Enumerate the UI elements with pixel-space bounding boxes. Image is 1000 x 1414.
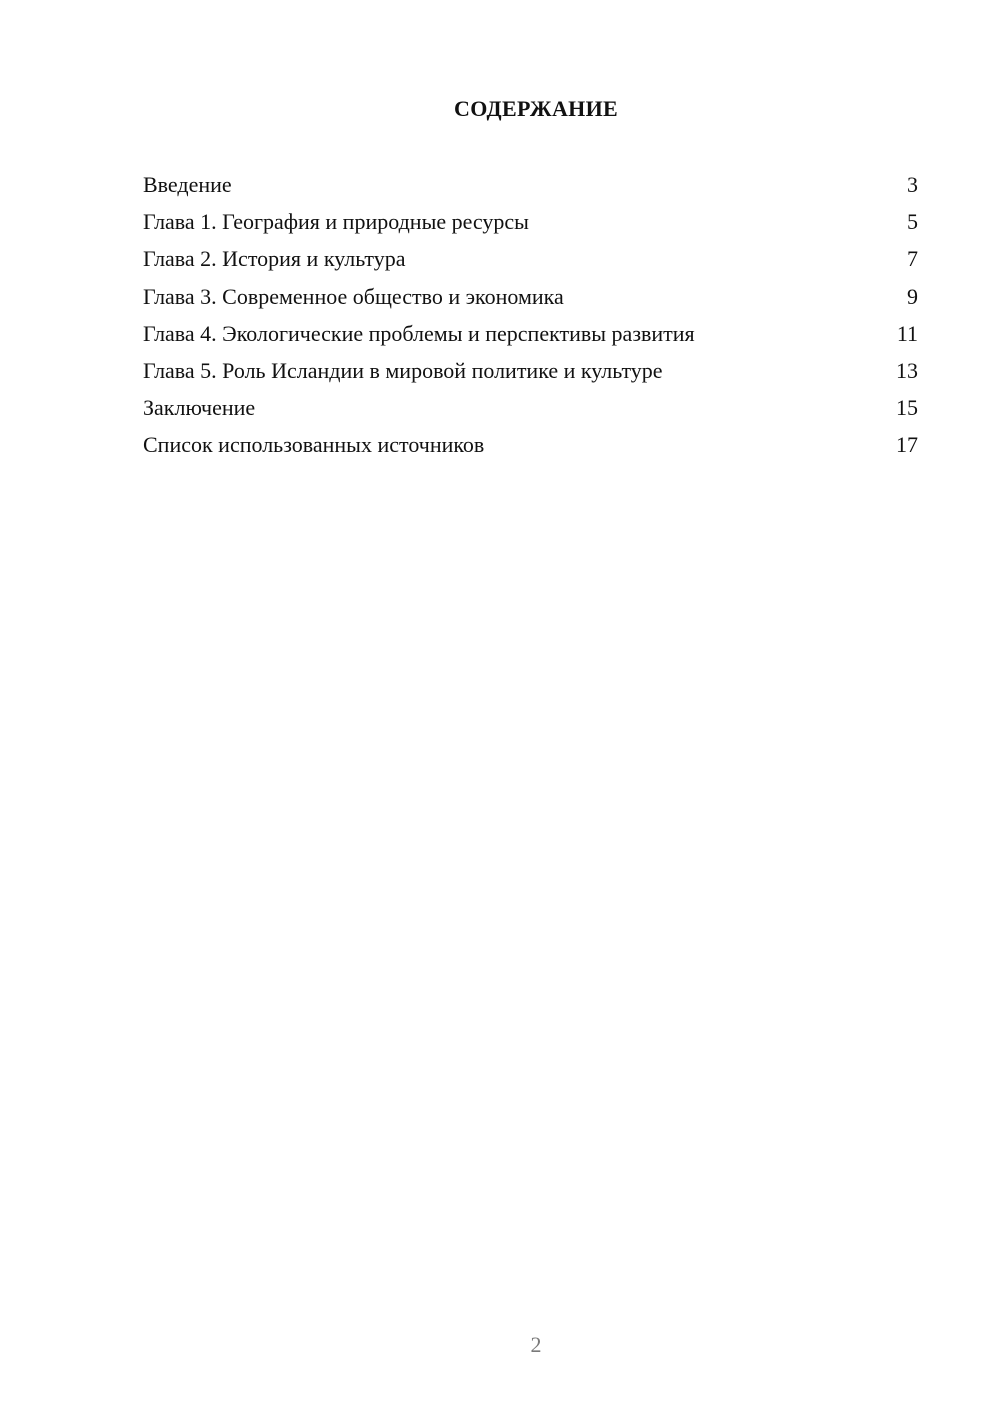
toc-entry-chapter-2 [143,242,918,279]
toc-entry-page: 11 [896,320,918,346]
toc-entry-title: Список использованных источников [143,432,485,458]
toc-entry-chapter-3 [143,280,918,317]
toc-entry-chapter-5 [143,354,918,391]
page-title: СОДЕРЖАНИЕ [454,96,618,121]
toc-entry-title: Заключение [143,395,256,421]
table-of-contents [143,168,918,466]
toc-entry-title: Глава 5. Роль Исландии в мировой политике и культуре [143,357,663,383]
toc-entry-title: Глава 1. География и природные ресурсы [143,209,529,235]
toc-entry-page: 17 [896,432,918,458]
toc-entry-title: Глава 3. Современное общество и экономика [143,283,564,309]
toc-entry-conclusion [143,391,918,428]
toc-entry-title: Глава 4. Экологические проблемы и перспективы развития [143,320,695,346]
toc-entry-title: Введение [143,172,232,197]
toc-entry-chapter-1 [143,205,918,242]
toc-entry-page: 3 [907,172,918,197]
toc-entry-page: 15 [896,395,918,421]
toc-entry-page: 5 [907,209,918,235]
toc-entry-chapter-4 [143,317,918,354]
page-number: 2 [530,1332,542,1357]
toc-entry-references [143,428,918,465]
toc-entry-page: 13 [896,357,918,383]
toc-entry-page: 7 [907,246,918,272]
toc-entry-title: Глава 2. История и культура [143,246,406,272]
toc-entry-page: 9 [907,283,918,309]
toc-entry-introduction [143,168,918,205]
